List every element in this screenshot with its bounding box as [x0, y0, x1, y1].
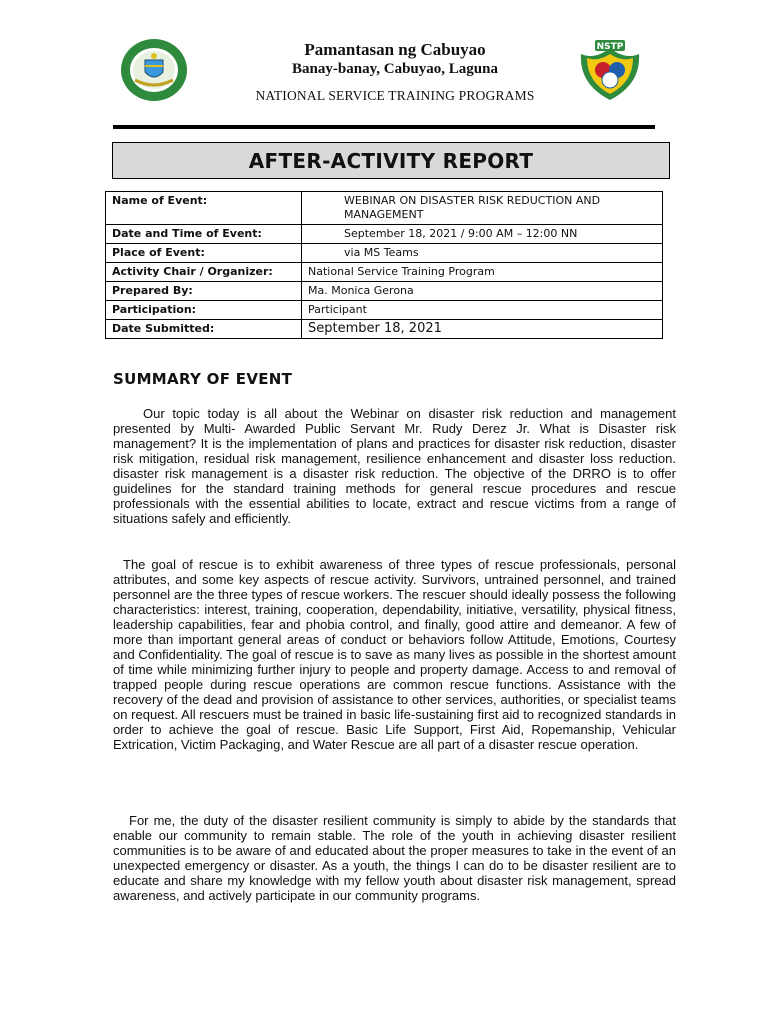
svg-text:NSTP: NSTP: [596, 42, 624, 52]
summary-paragraph-2: The goal of rescue is to exhibit awareness of three types of rescue professionals, personal attributes, and some key aspects of rescue activity. Survivors, untrained personnel, and trained personnel are the three types of rescue workers. The rescuer should ideally possess the following characteristics: interest, training, cooperation, dependability, initiative, versatility, physical fitness, leadership capabilities, fear and phobia control, and finally, good attire and demeanor. A few of more than important general areas of conduct or behaviors follow Attitude, Emotions, Courtesy and Confidentiality. The goal of rescue is to save as many lives as possible in the shortest amount of time while minimizing further injury to people and property damage. Access to and removal of trapped people during rescue operations are common rescue functions. Assistance with the recovery of the dead and provision of assistance to other services, authorities, or specialist teams on request. All rescuers must be trained in basic life-sustaining first aid to recognized standards in order to achieve the goal of rescue. Basic Life Support, First Aid, Ropemanship, Vehicular Extrication, Victim Packaging, and Water Rescue are all part of a disaster rescue operation.: [113, 557, 676, 752]
table-row: [106, 192, 663, 225]
participation-label: Participation:: [106, 301, 302, 320]
prepared-by-label: Prepared By:: [106, 282, 302, 301]
header-divider: [113, 125, 655, 129]
table-row: [106, 301, 663, 320]
place-value: via MS Teams: [302, 244, 663, 263]
date-time-value: September 18, 2021 / 9:00 AM – 12:00 NN: [302, 225, 663, 244]
university-seal-logo: [119, 38, 189, 102]
event-info-table: [105, 191, 663, 339]
participation-value: Participant: [302, 301, 663, 320]
place-label: Place of Event:: [106, 244, 302, 263]
summary-paragraph-3: For me, the duty of the disaster resilient community is simply to abide by the standards that enable our community to remain stable. The role of the youth in achieving disaster resilient communities is to be aware of and educated about the proper measures to take in the event of an unexpected emergency or disaster. As a youth, the things I can do to be disaster resilient are to educate and share my knowledge with my fellow youth about disaster risk management, spread awareness, and actively participate in our community programs.: [113, 813, 676, 903]
school-address: Banay-banay, Cabuyao, Laguna: [292, 61, 498, 77]
date-time-label: Date and Time of Event:: [106, 225, 302, 244]
date-submitted-value: September 18, 2021: [302, 320, 663, 339]
name-of-event-value: WEBINAR ON DISASTER RISK REDUCTION AND MANAGEMENT: [302, 192, 663, 225]
report-title: AFTER-ACTIVITY REPORT: [248, 148, 534, 173]
summary-paragraph-1: Our topic today is all about the Webinar on disaster risk reduction and management presented by Multi- Awarded Public Servant Mr. Rudy Derez Jr. What is Disaster risk management? It is the implementation of plans and practices for disaster risk reduction, disaster risk mitigation, residual risk management, resilience enhancement and disaster loss reduction. disaster risk management is a disaster risk reduction. The objective of the DRRO is to offer guidelines for the standard training methods for general rescue procedures and rescue professionals with the essential abilities to locate, extract and rescue victims from a range of situations safely and efficiently.: [113, 406, 676, 526]
organizer-label: Activity Chair / Organizer:: [106, 263, 302, 282]
name-of-event-label: Name of Event:: [106, 192, 302, 225]
table-row: [106, 320, 663, 339]
summary-heading: SUMMARY OF EVENT: [113, 370, 293, 388]
table-row: [106, 263, 663, 282]
table-row: [106, 282, 663, 301]
table-row: [106, 244, 663, 263]
report-title-box: [112, 142, 670, 179]
program-name: NATIONAL SERVICE TRAINING PROGRAMS: [255, 88, 535, 103]
prepared-by-value: Ma. Monica Gerona: [302, 282, 663, 301]
organizer-value: National Service Training Program: [302, 263, 663, 282]
nstp-logo: [575, 34, 645, 104]
table-row: [106, 225, 663, 244]
date-submitted-label: Date Submitted:: [106, 320, 302, 339]
school-name: Pamantasan ng Cabuyao: [304, 40, 486, 59]
